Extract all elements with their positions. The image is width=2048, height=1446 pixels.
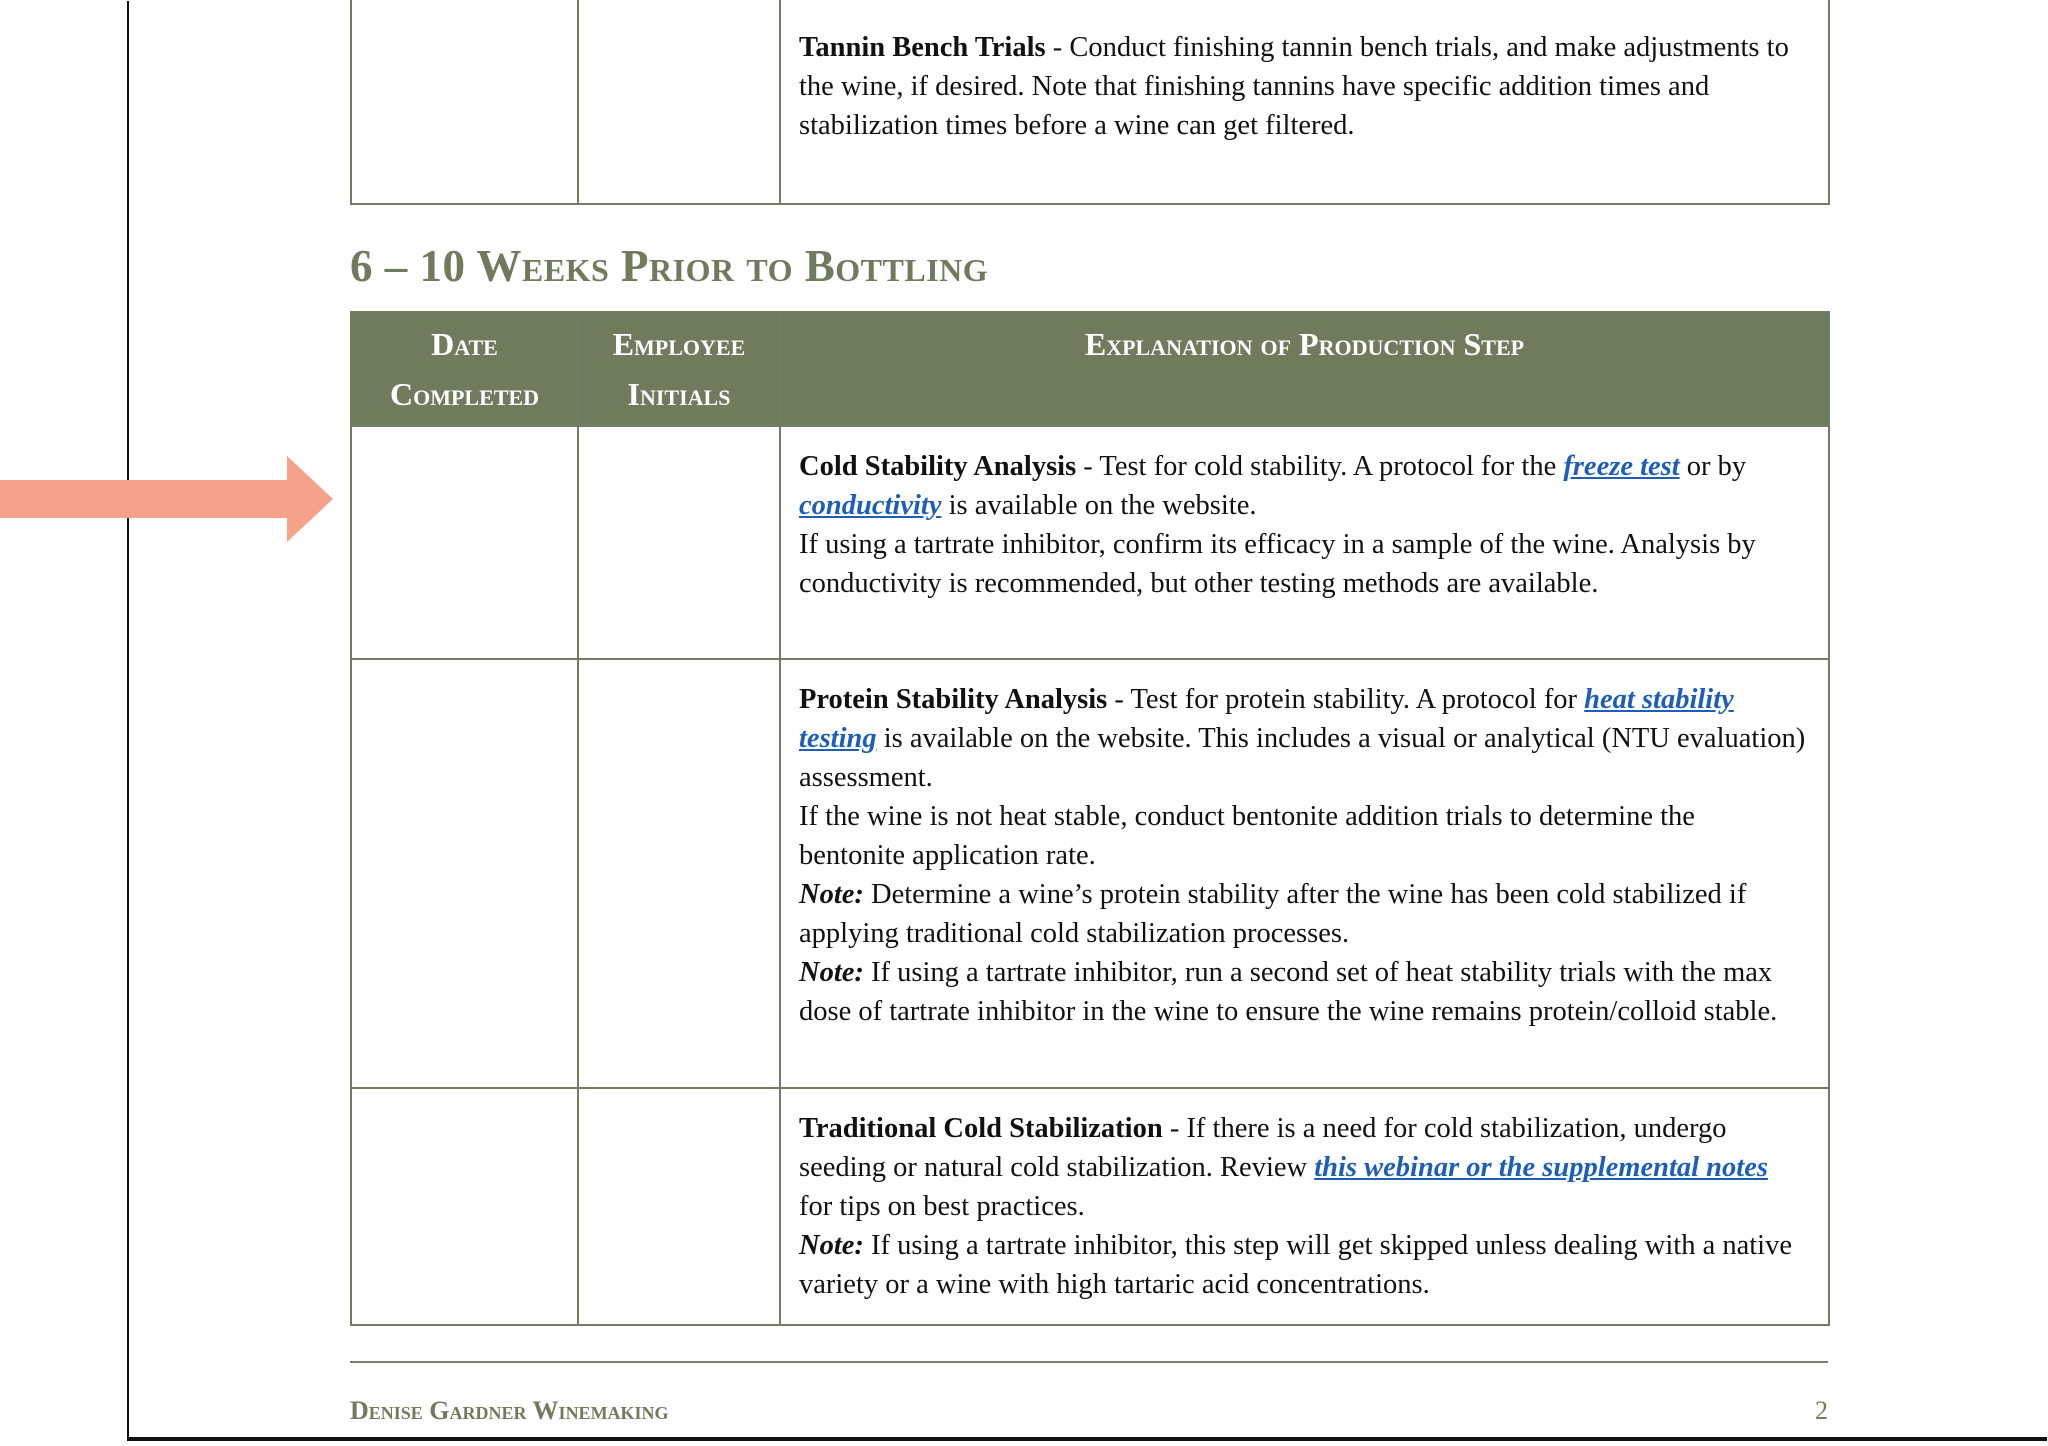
production-steps-table <box>350 311 1830 1326</box>
table-header-row <box>351 312 1829 426</box>
note-text: If using a tartrate inhibitor, this step will get skipped unless dealing with a native variety or a wine with high tartaric acid concentrations. <box>799 1230 1792 1300</box>
table-row <box>351 426 1829 659</box>
date-completed-cell[interactable] <box>351 426 578 659</box>
table-row <box>351 659 1829 1088</box>
note-text: Determine a wine’s protein stability after the wine has been cold stabilized if applying traditional cold stabilization processes. <box>799 879 1747 949</box>
step-title: Cold Stability Analysis <box>799 451 1077 482</box>
header-explanation: Explanation of Production Step <box>780 312 1829 426</box>
employee-initials-cell[interactable] <box>578 659 780 1088</box>
step-title: Tannin Bench Trials <box>799 32 1046 63</box>
previous-steps-table <box>350 0 1830 205</box>
header-date-completed: Date Completed <box>351 312 578 426</box>
footer-author: Denise Gardner Winemaking <box>350 1396 669 1425</box>
step-note <box>799 875 1808 953</box>
table-row <box>351 1088 1829 1325</box>
note-label: Note: <box>799 1230 864 1261</box>
step-text: is available on the website. This includes a visual or analytical (NTU evaluation) assessment. <box>799 723 1806 793</box>
step-description <box>780 659 1829 1088</box>
note-label: Note: <box>799 879 864 910</box>
step-text: - If there is a need for cold stabilization, undergo seeding or natural cold stabilization. Review <box>799 1113 1727 1183</box>
step-text: - Conduct finishing tannin bench trials, and make adjustments to the wine, if desired. Note that finishing tannins have specific addition times and stabilization times before a wine can get filtered. <box>799 32 1789 141</box>
date-completed-cell[interactable] <box>351 1088 578 1325</box>
note-text: If using a tartrate inhibitor, run a second set of heat stability trials with the max dose of tartrate inhibitor in the wine to ensure the wine remains protein/colloid stable. <box>799 957 1778 1027</box>
step-text: - Test for protein stability. A protocol for <box>1107 684 1585 715</box>
employee-initials-cell[interactable] <box>578 426 780 659</box>
webinar-notes-link[interactable]: this webinar or the supplemental notes <box>1314 1152 1768 1183</box>
step-title: Protein Stability Analysis <box>799 684 1108 715</box>
note-label: Note: <box>799 957 864 988</box>
step-text: If the wine is not heat stable, conduct bentonite addition trials to determine the bentonite application rate. <box>799 801 1695 871</box>
date-completed-cell[interactable] <box>351 659 578 1088</box>
step-text: or by <box>1679 451 1747 482</box>
step-text: is available on the website. <box>941 490 1257 521</box>
step-description <box>780 1088 1829 1325</box>
header-employee-initials: Employee Initials <box>578 312 780 426</box>
heat-stability-testing-link[interactable]: heat stability testing <box>799 684 1734 754</box>
employee-initials-cell[interactable] <box>578 0 780 204</box>
step-text: - Test for cold stability. A protocol for the <box>1076 451 1564 482</box>
step-text: for tips on best practices. <box>799 1191 1085 1222</box>
freeze-test-link[interactable]: freeze test <box>1563 451 1680 482</box>
step-title: Traditional Cold Stabilization <box>799 1113 1163 1144</box>
step-note <box>799 953 1808 1031</box>
table-row <box>351 0 1829 204</box>
step-description <box>780 0 1829 204</box>
footer-divider <box>350 1361 1828 1363</box>
employee-initials-cell[interactable] <box>578 1088 780 1325</box>
step-description <box>780 426 1829 659</box>
page-number: 2 <box>1815 1396 1828 1425</box>
step-note <box>799 1226 1808 1304</box>
date-completed-cell[interactable] <box>351 0 578 204</box>
section-heading: 6 – 10 Weeks Prior to Bottling <box>350 241 989 291</box>
step-text: If using a tartrate inhibitor, confirm its efficacy in a sample of the wine. Analysis by conductivity is recommended, but other testing methods are available. <box>799 529 1756 599</box>
conductivity-link[interactable]: conductivity <box>799 490 942 521</box>
pointer-arrow-icon <box>0 456 333 542</box>
